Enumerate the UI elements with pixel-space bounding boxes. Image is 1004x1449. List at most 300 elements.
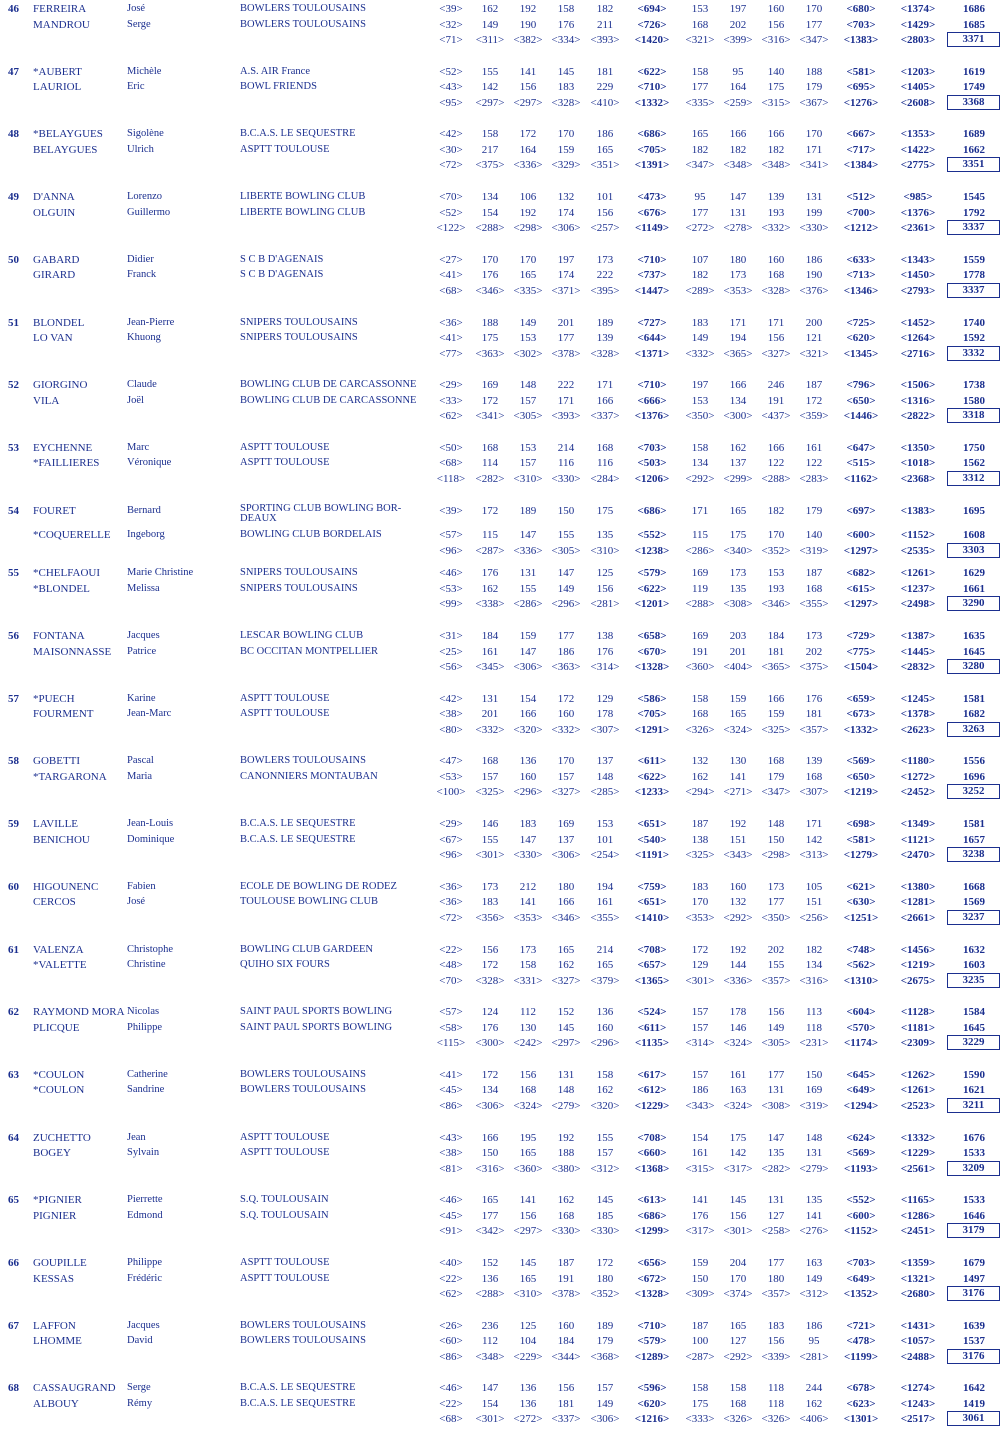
score-cell: <623> xyxy=(846,1397,876,1410)
player-club: SNIPERS TOULOUSAINS xyxy=(240,316,358,328)
score-cell: <682> xyxy=(846,567,876,580)
team-sum-cell: <1384> xyxy=(843,159,879,172)
team-sum-cell: <1301> xyxy=(843,1413,879,1426)
score-cell: 158 xyxy=(691,65,709,78)
team-sum-cell: <314> xyxy=(590,661,620,673)
team-sum-cell: <367> xyxy=(799,96,829,109)
team-sum-cell: <2452> xyxy=(900,786,936,799)
score-cell: 1581 xyxy=(963,818,985,831)
player-club: BOWLERS TOULOUSAINS xyxy=(240,3,366,14)
team-sum-cell: <72> xyxy=(439,911,463,924)
score-cell: 192 xyxy=(519,3,537,15)
team-sum-cell: <327> xyxy=(551,974,581,987)
score-cell: 171 xyxy=(557,394,575,407)
score-cell: <39> xyxy=(439,504,463,517)
team-total-box: 3303 xyxy=(947,543,1000,558)
score-cell: <478> xyxy=(846,1335,876,1348)
score-cell: <1243> xyxy=(900,1397,936,1410)
team-sum-cell: <335> xyxy=(685,96,715,109)
score-cell: <1316> xyxy=(900,394,936,407)
team-sum-cell: <256> xyxy=(799,911,829,924)
score-cell: 170 xyxy=(729,1272,747,1285)
score-cell: 177 xyxy=(691,206,709,219)
team-sum-cell: <308> xyxy=(723,598,753,611)
team-rank: 55 xyxy=(8,567,19,580)
team-sum-cell: <326> xyxy=(723,1413,753,1426)
team-sum-cell: <1174> xyxy=(844,1037,878,1050)
team-rank: 61 xyxy=(8,943,19,956)
team-sum-cell: <352> xyxy=(590,1288,620,1300)
score-cell: <43> xyxy=(439,81,463,94)
score-cell: 152 xyxy=(557,1006,575,1019)
score-cell: <39> xyxy=(439,3,463,15)
score-cell: <60> xyxy=(439,1335,463,1348)
score-cell: <36> xyxy=(439,896,463,909)
score-cell: 168 xyxy=(691,708,709,721)
player-club: SAINT PAUL SPORTS BOWLING xyxy=(240,1006,393,1018)
team-rank: 67 xyxy=(8,1319,19,1332)
score-cell: 135 xyxy=(729,582,747,595)
player-club: BOWLING CLUB GARDEEN xyxy=(240,943,373,955)
team-sum-cell: <324> xyxy=(723,1099,753,1112)
score-cell: 1662 xyxy=(963,143,985,156)
score-cell: <32> xyxy=(439,18,463,31)
team-block xyxy=(0,943,1004,1005)
score-cell: <57> xyxy=(439,529,463,542)
score-cell: 160 xyxy=(557,1319,575,1332)
score-cell: <31> xyxy=(439,630,463,642)
player-first-name: David xyxy=(127,1335,153,1347)
team-sum-cell: <2623> xyxy=(900,723,936,736)
team-sum-cell: <356> xyxy=(475,911,505,924)
team-sum-cell: <306> xyxy=(590,1413,620,1426)
score-cell: 176 xyxy=(557,18,575,31)
score-cell: 139 xyxy=(767,191,785,204)
score-cell: <1387> xyxy=(900,630,936,642)
score-cell: 168 xyxy=(805,582,823,595)
score-cell: 149 xyxy=(767,1021,785,1034)
score-cell: 158 xyxy=(481,128,499,141)
team-sum-cell: <320> xyxy=(513,723,543,736)
score-cell: <1456> xyxy=(900,943,936,956)
team-sum-cell: <286> xyxy=(513,598,543,611)
score-cell: 1686 xyxy=(963,3,985,15)
player-name: RAYMOND MORA xyxy=(33,1006,125,1019)
score-cell: 154 xyxy=(691,1131,709,1144)
team-sum-cell: <2535> xyxy=(900,544,936,557)
score-cell: 1682 xyxy=(963,708,985,721)
score-cell: 154 xyxy=(481,1397,499,1410)
team-sum-cell: <380> xyxy=(551,1162,581,1175)
team-sum-cell: <363> xyxy=(551,661,581,673)
score-cell: <703> xyxy=(846,1257,876,1269)
score-cell: 165 xyxy=(729,504,747,517)
team-sum-cell: <346> xyxy=(761,598,791,611)
score-cell: 137 xyxy=(557,833,575,846)
player-first-name: Sylvain xyxy=(127,1147,160,1159)
player-first-name: Eric xyxy=(127,81,145,93)
score-cell: <1343> xyxy=(900,253,936,266)
team-block xyxy=(0,190,1004,252)
score-cell: 146 xyxy=(729,1021,747,1034)
team-sum-cell: <1446> xyxy=(843,410,879,423)
player-name: GIORGINO xyxy=(33,379,88,392)
team-sum-cell: <306> xyxy=(475,1099,505,1112)
player-club: ASPTT TOULOUSE xyxy=(240,692,330,704)
score-cell: 189 xyxy=(519,504,537,517)
score-cell: <26> xyxy=(439,1319,463,1332)
score-cell: <27> xyxy=(439,253,463,266)
team-sum-cell: <2309> xyxy=(900,1037,936,1050)
score-cell: 1590 xyxy=(963,1068,985,1081)
score-cell: <600> xyxy=(846,1209,876,1222)
team-sum-cell: <1504> xyxy=(843,661,879,673)
score-cell: 121 xyxy=(805,332,823,344)
score-cell: <1281> xyxy=(900,896,936,909)
team-sum-cell: <359> xyxy=(799,410,829,423)
team-sum-cell: <310> xyxy=(590,544,620,557)
team-sum-cell: <319> xyxy=(799,544,829,557)
score-cell: 1537 xyxy=(963,1335,985,1348)
score-cell: <666> xyxy=(637,394,667,407)
score-cell: 155 xyxy=(481,833,499,846)
team-sum-cell: <1294> xyxy=(843,1099,879,1112)
score-cell: <630> xyxy=(846,896,876,909)
team-rank: 56 xyxy=(8,630,19,642)
player-name: *BELAYGUES xyxy=(33,128,103,141)
team-sum-cell: <118> xyxy=(436,472,466,485)
score-cell: <43> xyxy=(439,1131,463,1144)
player-first-name: Maria xyxy=(127,770,153,782)
player-name: CASSAUGRAND xyxy=(33,1382,116,1395)
score-cell: <1452> xyxy=(900,316,936,329)
score-cell: 201 xyxy=(557,316,575,329)
team-sum-cell: <2680> xyxy=(900,1288,936,1300)
score-cell: 154 xyxy=(519,692,537,705)
score-cell: 155 xyxy=(767,959,785,971)
score-cell: 174 xyxy=(557,269,575,282)
score-cell: 142 xyxy=(729,1147,747,1160)
team-total-box: 3280 xyxy=(947,659,1000,674)
score-cell: <705> xyxy=(637,143,667,156)
player-first-name: Jean-Pierre xyxy=(127,316,175,328)
score-cell: 1619 xyxy=(963,65,985,78)
team-sum-cell: <332> xyxy=(685,347,715,360)
score-cell: <612> xyxy=(637,1084,667,1097)
score-cell: 190 xyxy=(805,269,823,282)
score-cell: <649> xyxy=(846,1272,876,1285)
team-sum-cell: <2675> xyxy=(900,974,936,987)
score-cell: <622> xyxy=(637,770,667,783)
score-cell: 165 xyxy=(596,959,614,971)
score-cell: 149 xyxy=(481,18,499,31)
score-cell: <40> xyxy=(439,1257,463,1269)
score-cell: 154 xyxy=(481,206,499,219)
score-cell: <703> xyxy=(637,441,667,454)
score-cell: 160 xyxy=(767,253,785,266)
player-club: SNIPERS TOULOUSAINS xyxy=(240,332,358,343)
score-cell: 171 xyxy=(691,504,709,517)
score-cell: 149 xyxy=(691,332,709,344)
team-block xyxy=(0,1319,1004,1381)
score-cell: <1383> xyxy=(900,504,936,517)
score-cell: 168 xyxy=(481,755,499,768)
team-sum-cell: <325> xyxy=(761,723,791,736)
team-sum-cell: <2517> xyxy=(900,1413,936,1426)
score-cell: 150 xyxy=(691,1272,709,1285)
player-first-name: Serge xyxy=(127,18,151,30)
player-club: ASPTT TOULOUSE xyxy=(240,1147,330,1159)
score-cell: 1778 xyxy=(963,269,985,282)
team-sum-cell: <376> xyxy=(799,284,829,297)
score-cell: 192 xyxy=(519,206,537,219)
score-cell: 170 xyxy=(767,529,785,542)
team-sum-cell: <96> xyxy=(439,849,463,862)
score-cell: 163 xyxy=(805,1257,823,1269)
score-cell: <586> xyxy=(637,692,667,705)
score-cell: 203 xyxy=(729,630,747,642)
team-rank: 66 xyxy=(8,1257,19,1269)
score-cell: 211 xyxy=(596,18,614,31)
team-rank: 53 xyxy=(8,441,19,454)
team-sum-cell: <1162> xyxy=(844,472,878,485)
team-block xyxy=(0,2,1004,64)
team-sum-cell: <2661> xyxy=(900,911,936,924)
score-cell: <581> xyxy=(846,833,876,846)
team-sum-cell: <308> xyxy=(761,1099,791,1112)
score-cell: <46> xyxy=(439,1382,463,1395)
score-cell: 222 xyxy=(557,379,575,392)
team-sum-cell: <1447> xyxy=(634,284,670,297)
score-cell: <708> xyxy=(637,1131,667,1144)
player-club: S.Q. TOULOUSAIN xyxy=(240,1194,329,1206)
team-sum-cell: <350> xyxy=(761,911,791,924)
team-sum-cell: <254> xyxy=(590,849,620,862)
team-sum-cell: <1328> xyxy=(634,661,670,673)
score-cell: 145 xyxy=(557,1021,575,1034)
score-cell: 1533 xyxy=(963,1194,985,1207)
score-cell: 129 xyxy=(596,692,614,705)
score-cell: 183 xyxy=(691,880,709,893)
team-sum-cell: <292> xyxy=(723,1350,753,1363)
score-cell: 135 xyxy=(805,1194,823,1207)
player-club: BOWLERS TOULOUSAINS xyxy=(240,1319,366,1331)
team-sum-cell: <337> xyxy=(590,410,620,423)
team-sum-cell: <62> xyxy=(439,410,463,423)
team-sum-cell: <343> xyxy=(723,849,753,862)
score-cell: <524> xyxy=(637,1006,667,1019)
player-name: BOGEY xyxy=(33,1147,71,1160)
team-sum-cell: <340> xyxy=(723,544,753,557)
team-sum-cell: <328> xyxy=(761,284,791,297)
team-total-box: 3229 xyxy=(947,1035,1000,1050)
score-cell: 137 xyxy=(729,457,747,470)
team-sum-cell: <300> xyxy=(475,1037,505,1050)
team-sum-cell: <296> xyxy=(551,598,581,611)
score-cell: <604> xyxy=(846,1006,876,1019)
team-sum-cell: <336> xyxy=(513,544,543,557)
score-cell: <686> xyxy=(637,128,667,141)
score-cell: <622> xyxy=(637,582,667,595)
team-sum-cell: <298> xyxy=(513,222,543,235)
team-sum-cell: <321> xyxy=(685,34,715,46)
score-cell: <596> xyxy=(637,1382,667,1395)
player-first-name: Jean-Louis xyxy=(127,818,174,830)
team-sum-cell: <86> xyxy=(439,1350,463,1363)
player-first-name: Jacques xyxy=(127,630,160,641)
team-sum-cell: <1346> xyxy=(843,284,879,297)
score-cell: 181 xyxy=(767,645,785,658)
score-cell: 161 xyxy=(481,645,499,658)
score-cell: <29> xyxy=(439,379,463,392)
score-cell: 178 xyxy=(596,708,614,721)
score-cell: 136 xyxy=(519,755,537,768)
team-block xyxy=(0,754,1004,816)
score-cell: 95 xyxy=(732,65,744,78)
team-sum-cell: <2716> xyxy=(900,347,936,360)
team-sum-cell: <1352> xyxy=(843,1288,879,1300)
score-cell: 204 xyxy=(729,1257,747,1269)
team-rank: 54 xyxy=(8,504,19,517)
score-cell: 1738 xyxy=(963,379,985,392)
player-name: *VALETTE xyxy=(33,959,87,971)
player-club: BOWLERS TOULOUSAINS xyxy=(240,1084,366,1096)
score-cell: <657> xyxy=(637,959,667,971)
score-cell: <721> xyxy=(846,1319,876,1332)
team-sum-cell: <2561> xyxy=(900,1162,936,1175)
score-cell: 1545 xyxy=(963,191,985,204)
score-cell: <645> xyxy=(846,1068,876,1081)
team-sum-cell: <326> xyxy=(685,723,715,736)
score-cell: 1608 xyxy=(963,529,985,542)
player-club: CANONNIERS MONTAUBAN xyxy=(240,770,378,782)
player-first-name: Pierrette xyxy=(127,1194,163,1206)
team-sum-cell: <301> xyxy=(685,974,715,987)
team-sum-cell: <81> xyxy=(439,1162,463,1175)
score-cell: 158 xyxy=(596,1068,614,1081)
score-cell: 175 xyxy=(596,504,614,517)
score-cell: 194 xyxy=(729,332,747,344)
team-total-box: 3318 xyxy=(947,408,1000,423)
team-sum-cell: <1383> xyxy=(843,34,879,46)
player-first-name: Lorenzo xyxy=(127,191,162,203)
player-first-name: Philippe xyxy=(127,1257,163,1268)
team-sum-cell: <301> xyxy=(475,1413,505,1426)
player-first-name: Edmond xyxy=(127,1209,163,1221)
team-sum-cell: <279> xyxy=(551,1099,581,1112)
player-name: FOURET xyxy=(33,504,76,517)
team-sum-cell: <282> xyxy=(761,1162,791,1175)
team-sum-cell: <1328> xyxy=(634,1288,670,1300)
score-cell: <540> xyxy=(637,833,667,846)
score-cell: <710> xyxy=(637,253,667,266)
team-sum-cell: <310> xyxy=(513,472,543,485)
team-sum-cell: <282> xyxy=(475,472,505,485)
score-cell: 112 xyxy=(481,1335,499,1348)
team-sum-cell: <1297> xyxy=(843,544,879,557)
team-sum-cell: <336> xyxy=(723,974,753,987)
score-cell: 177 xyxy=(557,332,575,344)
team-rank: 50 xyxy=(8,253,19,266)
team-total-box: 3332 xyxy=(947,346,1000,361)
score-cell: <600> xyxy=(846,529,876,542)
score-cell: <1229> xyxy=(900,1147,936,1160)
team-block xyxy=(0,504,1004,566)
score-cell: <650> xyxy=(846,770,876,783)
score-cell: <1272> xyxy=(900,770,936,783)
score-cell: 172 xyxy=(481,394,499,407)
score-cell: 105 xyxy=(805,880,823,893)
score-cell: <46> xyxy=(439,1194,463,1207)
team-sum-cell: <313> xyxy=(799,849,829,862)
score-cell: 165 xyxy=(691,128,709,141)
team-sum-cell: <319> xyxy=(799,1099,829,1112)
score-cell: 156 xyxy=(596,206,614,219)
team-sum-cell: <363> xyxy=(475,347,505,360)
player-name: LAURIOL xyxy=(33,81,82,94)
team-total-box: 3351 xyxy=(947,157,1000,172)
score-cell: <36> xyxy=(439,880,463,893)
score-cell: 170 xyxy=(805,3,823,15)
score-cell: 131 xyxy=(729,206,747,219)
team-total-box: 3368 xyxy=(947,95,1000,110)
score-cell: 168 xyxy=(729,1397,747,1410)
score-cell: 1639 xyxy=(963,1319,985,1332)
score-cell: <1261> xyxy=(900,1084,936,1097)
team-block xyxy=(0,629,1004,691)
score-cell: <737> xyxy=(637,269,667,282)
score-cell: <644> xyxy=(637,332,667,344)
team-sum-cell: <1365> xyxy=(634,974,670,987)
score-cell: 158 xyxy=(557,3,575,15)
team-rank: 47 xyxy=(8,65,19,78)
team-sum-cell: <1199> xyxy=(844,1350,878,1363)
score-cell: <617> xyxy=(637,1068,667,1081)
score-cell: 156 xyxy=(767,1335,785,1348)
score-cell: 122 xyxy=(767,457,785,470)
score-cell: 183 xyxy=(767,1319,785,1332)
player-name: PLICQUE xyxy=(33,1021,80,1034)
player-name: *CHELFAOUI xyxy=(33,567,101,580)
team-sum-cell: <342> xyxy=(475,1225,505,1238)
team-sum-cell: <329> xyxy=(551,159,581,172)
score-cell: 166 xyxy=(729,128,747,141)
team-sum-cell: <357> xyxy=(799,723,829,736)
score-cell: 160 xyxy=(557,708,575,721)
player-club: B.C.A.S. LE SEQUESTRE xyxy=(240,128,356,140)
team-block xyxy=(0,1256,1004,1318)
score-cell: <1332> xyxy=(900,1131,936,1144)
team-sum-cell: <100> xyxy=(436,786,466,799)
score-cell: 156 xyxy=(767,332,785,344)
score-cell: 130 xyxy=(519,1021,537,1034)
team-sum-cell: <341> xyxy=(799,159,829,172)
team-sum-cell: <95> xyxy=(439,96,463,109)
score-cell: 173 xyxy=(481,880,499,893)
score-cell: 1580 xyxy=(963,394,985,407)
score-cell: 168 xyxy=(767,755,785,768)
team-sum-cell: <346> xyxy=(475,284,505,297)
team-block xyxy=(0,1068,1004,1130)
player-name: VALENZA xyxy=(33,943,84,956)
team-sum-cell: <296> xyxy=(513,786,543,799)
team-sum-cell: <272> xyxy=(685,222,715,235)
score-cell: 177 xyxy=(767,896,785,909)
score-cell: 147 xyxy=(557,567,575,580)
score-cell: 107 xyxy=(691,253,709,266)
score-cell: <25> xyxy=(439,645,463,658)
team-sum-cell: <305> xyxy=(761,1037,791,1050)
